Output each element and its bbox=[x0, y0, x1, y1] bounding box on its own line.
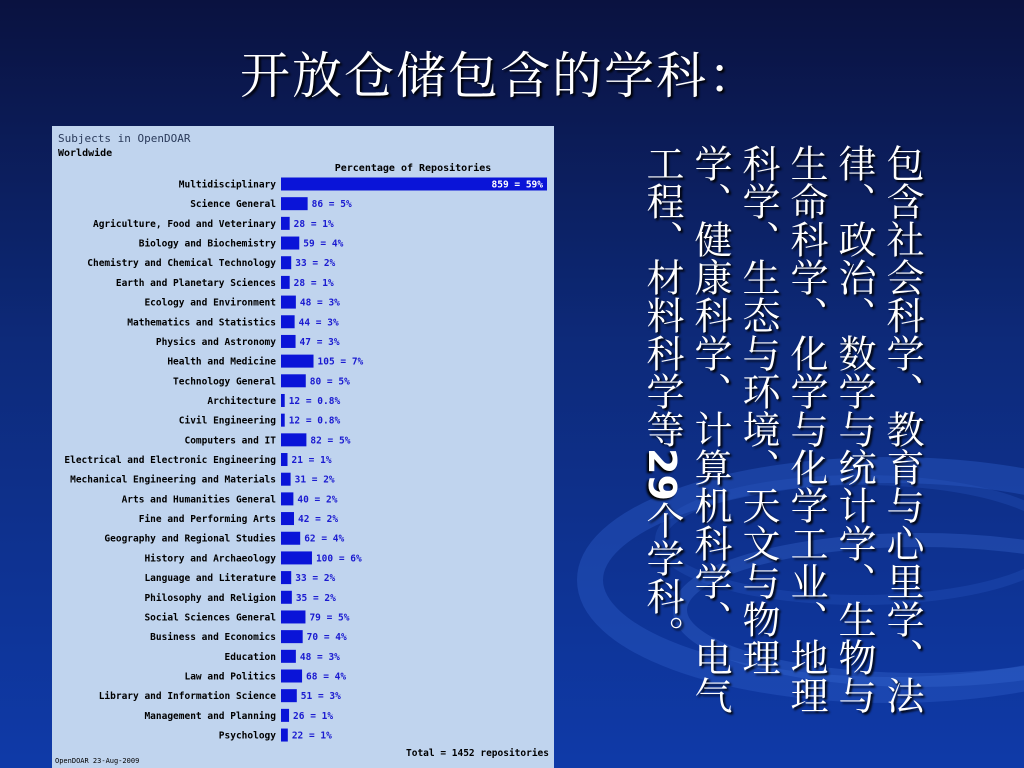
value-label: 62 = 4% bbox=[304, 533, 345, 545]
bar bbox=[281, 709, 289, 722]
category-label: Civil Engineering bbox=[178, 415, 276, 427]
value-label: 86 = 5% bbox=[311, 199, 352, 211]
bar bbox=[281, 571, 291, 584]
bar bbox=[281, 473, 291, 486]
category-label: Technology General bbox=[173, 376, 276, 388]
category-label: Business and Economics bbox=[150, 632, 276, 644]
bar bbox=[281, 197, 308, 210]
value-label: 21 = 1% bbox=[291, 455, 332, 467]
value-label: 68 = 4% bbox=[306, 671, 347, 683]
value-label: 22 = 1% bbox=[291, 730, 332, 742]
bar bbox=[281, 355, 314, 368]
category-label: Language and Literature bbox=[144, 573, 276, 585]
category-label: Mathematics and Statistics bbox=[127, 317, 276, 329]
bar bbox=[281, 512, 294, 525]
category-label: Physics and Astronomy bbox=[155, 336, 276, 348]
chart-header: Percentage of Repositories bbox=[334, 163, 492, 174]
body-text-pre: 包含社会科学、教育与心里学、法律、政治、数学与统计学、生物与生命科学、化学与化学工业、地理科学、生态与环境、天文与物理学、健康科学、计算机科学、电气工程、材料科学等 bbox=[640, 144, 924, 714]
category-label: Geography and Regional Studies bbox=[104, 533, 276, 545]
category-label: Computers and IT bbox=[184, 435, 276, 447]
bar bbox=[281, 532, 300, 545]
bar bbox=[281, 296, 296, 309]
bar bbox=[281, 630, 303, 643]
value-label: 40 = 2% bbox=[297, 494, 338, 506]
value-label: 12 = 0.8% bbox=[288, 415, 341, 427]
category-label: Management and Planning bbox=[144, 710, 276, 722]
bar bbox=[281, 492, 293, 505]
category-label: Mechanical Engineering and Materials bbox=[70, 474, 276, 486]
chart-subtitle: Worldwide bbox=[58, 148, 113, 159]
category-label: Social Sciences General bbox=[144, 612, 276, 624]
category-label: Biology and Biochemistry bbox=[138, 238, 276, 250]
bar bbox=[281, 650, 296, 663]
bar bbox=[281, 256, 291, 269]
category-label: Arts and Humanities General bbox=[121, 494, 276, 506]
value-label: 28 = 1% bbox=[293, 277, 334, 289]
chart-title: Subjects in OpenDOAR bbox=[58, 132, 191, 145]
bar bbox=[281, 689, 297, 702]
category-label: Earth and Planetary Sciences bbox=[115, 277, 276, 289]
value-label: 70 = 4% bbox=[306, 632, 347, 644]
chart-footer: OpenDOAR 23-Aug-2009 bbox=[55, 757, 140, 765]
value-label: 51 = 3% bbox=[300, 691, 341, 703]
category-label: Psychology bbox=[218, 730, 276, 742]
category-label: Health and Medicine bbox=[167, 356, 276, 368]
category-label: Fine and Performing Arts bbox=[138, 514, 276, 526]
value-label: 12 = 0.8% bbox=[288, 395, 341, 407]
category-label: History and Archaeology bbox=[144, 553, 276, 565]
value-label: 100 = 6% bbox=[315, 553, 362, 565]
category-label: Chemistry and Chemical Technology bbox=[87, 258, 276, 270]
value-label: 48 = 3% bbox=[299, 297, 340, 309]
bar bbox=[281, 551, 312, 564]
value-label: 28 = 1% bbox=[293, 218, 334, 230]
value-label: 33 = 2% bbox=[295, 573, 336, 585]
bar bbox=[281, 433, 306, 446]
category-label: Electrical and Electronic Engineering bbox=[64, 455, 276, 467]
category-label: Education bbox=[224, 651, 276, 663]
value-label: 47 = 3% bbox=[299, 336, 340, 348]
chart-panel bbox=[52, 126, 554, 768]
value-label: 79 = 5% bbox=[309, 612, 350, 624]
bar-chart bbox=[52, 126, 554, 768]
value-label: 35 = 2% bbox=[295, 592, 336, 604]
bar bbox=[281, 217, 290, 230]
bar bbox=[281, 591, 292, 604]
bar bbox=[281, 453, 288, 466]
total-label: Total = 1452 repositories bbox=[406, 748, 549, 759]
bar bbox=[281, 276, 290, 289]
bar bbox=[281, 315, 295, 328]
category-label: Science General bbox=[190, 199, 276, 211]
bar bbox=[281, 729, 288, 742]
value-label: 80 = 5% bbox=[309, 376, 350, 388]
value-label: 44 = 3% bbox=[298, 317, 339, 329]
body-text-post: 个学科。 bbox=[640, 500, 684, 653]
value-label: 59 = 4% bbox=[303, 238, 344, 250]
bar bbox=[281, 237, 299, 250]
slide-body-text bbox=[632, 144, 926, 744]
category-label: Multidisciplinary bbox=[178, 179, 276, 191]
bar bbox=[281, 610, 305, 623]
value-label: 31 = 2% bbox=[294, 474, 335, 486]
value-label: 26 = 1% bbox=[293, 710, 334, 722]
bar bbox=[281, 335, 296, 348]
bar bbox=[281, 394, 285, 407]
value-label: 105 = 7% bbox=[317, 356, 364, 368]
category-label: Philosophy and Religion bbox=[144, 592, 276, 604]
bar bbox=[281, 670, 302, 683]
value-label: 859 = 59% bbox=[491, 179, 543, 191]
category-label: Law and Politics bbox=[184, 671, 276, 683]
category-label: Architecture bbox=[207, 395, 276, 407]
value-label: 33 = 2% bbox=[295, 258, 336, 270]
category-label: Agriculture, Food and Veterinary bbox=[92, 218, 276, 230]
category-label: Ecology and Environment bbox=[144, 297, 276, 309]
value-label: 42 = 2% bbox=[298, 514, 339, 526]
category-label: Library and Information Science bbox=[98, 691, 276, 703]
body-number: 29 bbox=[640, 448, 684, 501]
value-label: 82 = 5% bbox=[310, 435, 351, 447]
value-label: 48 = 3% bbox=[299, 651, 340, 663]
bar bbox=[281, 414, 285, 427]
bar bbox=[281, 374, 306, 387]
slide-title: 开放仓储包含的学科： bbox=[240, 47, 760, 105]
